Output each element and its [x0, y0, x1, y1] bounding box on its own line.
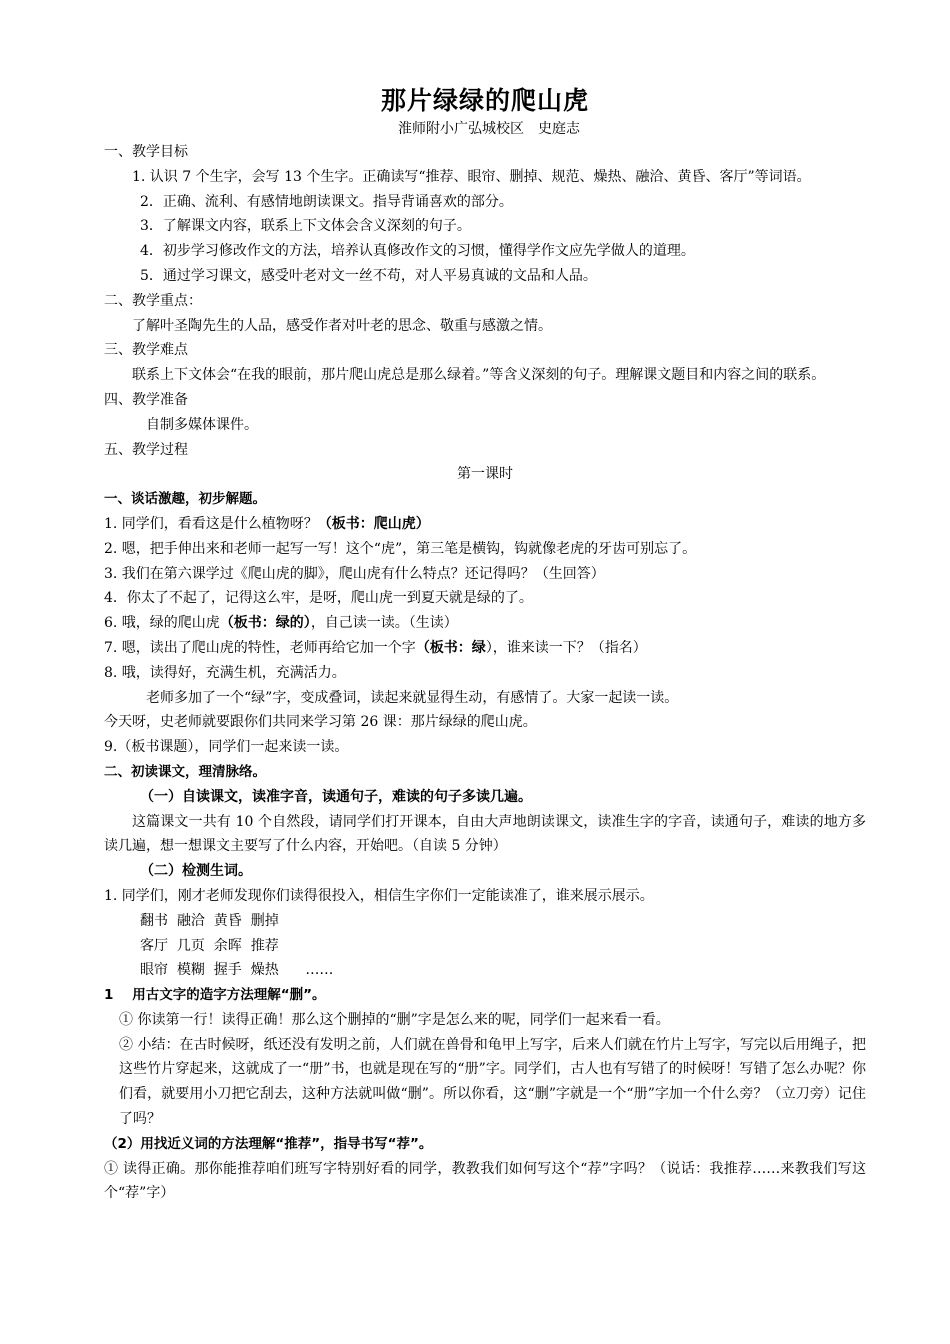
step-8: 8. 哦，读得好，充满生机，充满活力。: [104, 664, 346, 681]
lesson-title: 第一课时: [457, 466, 513, 483]
step-9: 9.（板书课题），同学们一起来读一读。: [104, 739, 349, 756]
section-heading-process: 五、教学过程: [104, 441, 188, 458]
method-text: ① 你读第一行！读得正确！那么这个删掉的“删”字是怎么来的呢，同学们一起来看一看。: [119, 1011, 670, 1028]
step-8-note: 老师多加了一个“绿”字，变成叠词，读起来就显得生动，有感情了。大家一起读一读。: [146, 689, 679, 706]
step-1: [104, 512, 866, 537]
step-4: 4．你太了不起了，记得这么牢，是呀，爬山虎一到夏天就是绿的了。: [104, 590, 533, 607]
goal-item: 2．正确、流利、有感情地朗读课文。指导背诵喜欢的部分。: [140, 193, 513, 210]
part-heading-reading: 二、初读课文，理清脉络。: [104, 763, 266, 780]
step-text: 7. 嗯，读出了爬山虎的特性，老师再给它加一个字: [104, 639, 416, 656]
author-line: 淮师附小广弘城校区 史庭志: [398, 121, 580, 137]
today-text: 今天呀，史老师就要跟你们共同来学习第 26 课：那片绿绿的爬山虎。: [104, 714, 537, 731]
section-heading-goals: 一、教学目标: [104, 144, 188, 160]
method-heading-tuijian: （2）用找近义词的方法理解“推荐”，指导书写“荐”。: [104, 1135, 433, 1152]
step-6: [104, 611, 866, 636]
board-note: （板书：绿: [415, 639, 486, 656]
document-title: 那片绿绿的爬山虎: [380, 86, 589, 115]
goal-item: 4．初步学习修改作文的方法，培养认真修改作文的习惯，懂得学作文应先学做人的道理。: [140, 243, 695, 260]
section-heading-preparation: 四、教学准备: [104, 391, 188, 408]
goal-item: 5．通过学习课文，感受叶老对文一丝不苟，对人平易真诚的文品和人品。: [140, 267, 597, 284]
section-heading-difficulty: 三、教学难点: [104, 342, 188, 359]
goal-item: 1. 认识 7 个生字，会写 13 个生字。正确读写“推荐、眼帘、删掉、规范、燥热、融洽、黄昏、客厅”等词语。: [132, 168, 811, 185]
board-note: （板书：爬山虎）: [317, 515, 430, 532]
word-row: 客厅 几页 余晖 推荐: [140, 937, 279, 954]
step-text: ，自己读一读。（生读）: [310, 615, 458, 632]
word-row: 眼帘 模糊 握手 燥热 ……: [140, 962, 334, 979]
part-heading-intro: 一、谈话激趣，初步解题。: [104, 491, 266, 508]
subheading-self-read: （一）自读课文，读准字音，读通句子，难读的句子多读几遍。: [140, 788, 532, 805]
section-heading-focus: 二、教学重点：: [104, 292, 202, 309]
step-text: 6. 哦，绿的爬山虎: [104, 615, 220, 632]
step-text: ），谁来读一下？（指名）: [485, 639, 647, 656]
preparation-text: 自制多媒体课件。: [146, 416, 258, 433]
difficulty-text: 联系上下文体会“在我的眼前，那片爬山虎总是那么绿着。”等含义深刻的句子。理解课文题目和内容之间的联系。: [132, 367, 826, 384]
step-text: 1. 同学们，看看这是什么植物呀？: [104, 515, 318, 532]
word-row: 翻书 融洽 黄昏 删掉: [140, 912, 279, 929]
step-2: 2. 嗯，把手伸出来和老师一起写一写！这个“虎”，第三笔是横钩，钩就像老虎的牙齿可别忘了。: [104, 540, 697, 557]
goal-item: 3．了解课文内容，联系上下文体会含义深刻的句子。: [140, 218, 471, 235]
step-7: [104, 636, 866, 661]
subheading-word-check: （二）检测生词。: [140, 863, 252, 880]
method-text: ① 读得正确。那你能推荐咱们班写字特别好看的同学，教教我们如何写这个“荐”字吗？（说话：我推荐……来教我们写这个“荐”字）: [104, 1160, 866, 1202]
step-3: 3. 我们在第六课学过《爬山虎的脚》，爬山虎有什么特点？还记得吗？（生回答）: [104, 565, 605, 582]
board-note: （板书：绿的）: [219, 615, 311, 632]
method-heading-shan: 1 用古文字的造字方法理解“删”。: [104, 987, 326, 1004]
self-read-text: 这篇课文一共有 10 个自然段，请同学们打开课本，自由大声地朗读课文，读准生字的字音，读通句子，难读的地方多读几遍，想一想课文主要写了什么内容，开始吧。（自读 5 分钟）: [104, 813, 866, 855]
word-check-step-1: 1. 同学们，刚才老师发现你们读得很投入，相信生字你们一定能读准了，谁来展示展示。: [104, 887, 654, 904]
document-page: [104, 84, 866, 1206]
method-summary: ② 小结：在古时候呀，纸还没有发明之前，人们就在兽骨和龟甲上写字，后来人们就在竹片上写字，写完以后用绳子，把这些竹片穿起来，这就成了一“册”书，也就是现在写的“册”字。同学们，古人也有写错了的时候呀！写错了怎么办呢？你们看，就要用小刀把它刮去，这种方法就叫做“删”。所以你看，这“删”字就是一个“册”字加一个什么旁？（立刀旁）记住了吗？: [119, 1036, 866, 1128]
focus-text: 了解叶圣陶先生的人品，感受作者对叶老的思念、敬重与感激之情。: [132, 317, 552, 334]
